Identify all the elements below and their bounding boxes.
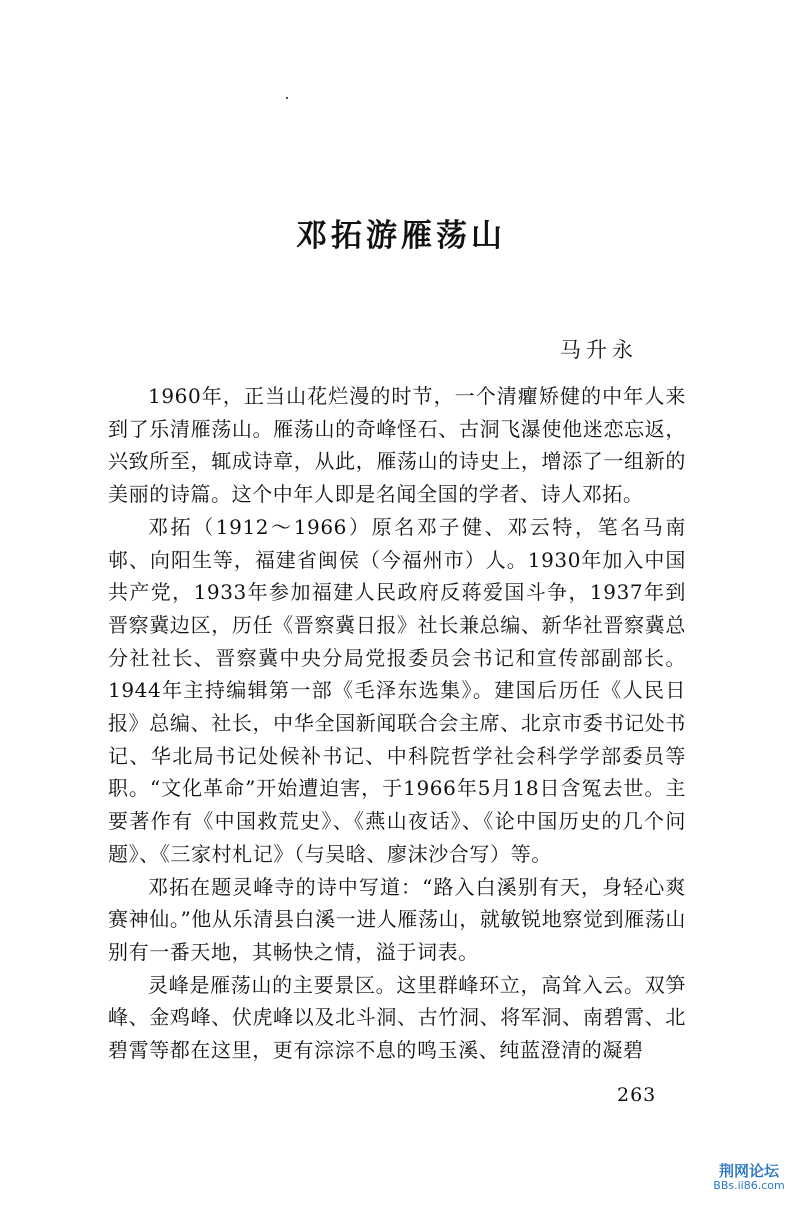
author-name: 马升永	[560, 338, 638, 362]
scan-speck	[286, 97, 288, 99]
watermark-url: BBs.ii86.com	[713, 1178, 785, 1192]
article-body	[108, 380, 686, 1067]
page-number: 263	[617, 1084, 657, 1106]
watermark-logo	[700, 1163, 798, 1192]
paragraph-2: 邓拓（1912～1966）原名邓子健、邓云特，笔名马南邨、向阳生等，福建省闽侯（今福州市）人。1930年加入中国共产党，1933年参加福建人民政府反蒋爱国斗争，1937年到晋察冀边区，历任《晋察冀日报》社长兼总编、新华社晋察冀总分社社长、晋察冀中央分局党报委员会书记和宣传部副部长。1944年主持编辑第一部《毛泽东选集》。建国后历任《人民日报》总编、社长，中华全国新闻联合会主席、北京市委书记处书记、华北局书记处候补书记、中科院哲学社会科学学部委员等职。“文化革命”开始遭迫害，于1966年5月18日含冤去世。主要著作有《中国救荒史》、《燕山夜话》、《论中国历史的几个问题》、《三家村札记》（与吴晗、廖沫沙合写）等。	[108, 514, 686, 866]
paragraph-4: 灵峰是雁荡山的主要景区。这里群峰环立，高耸入云。双笋峰、金鸡峰、伏虎峰以及北斗洞、古竹洞、将军洞、南碧霄、北碧霄等都在这里，更有淙淙不息的鸣玉溪、纯蓝澄清的凝碧	[108, 972, 686, 1063]
article-title: 邓拓游雁荡山	[296, 218, 506, 254]
paragraph-3: 邓拓在题灵峰寺的诗中写道：“路入白溪别有天，身轻心爽赛神仙。”他从乐清县白溪一进人雁荡山，就敏锐地察觉到雁荡山别有一番天地，其畅快之情，溢于词表。	[108, 874, 686, 964]
paragraph-1: 1960年，正当山花烂漫的时节，一个清癯矫健的中年人来到了乐清雁荡山。雁荡山的奇峰怪石、古洞飞瀑使他迷恋忘返，兴致所至，辄成诗章，从此，雁荡山的诗史上，增添了一组新的美丽的诗篇。这个中年人即是名闻全国的学者、诗人邓拓。	[108, 384, 686, 507]
watermark-name: 荆网论坛	[718, 1162, 779, 1180]
